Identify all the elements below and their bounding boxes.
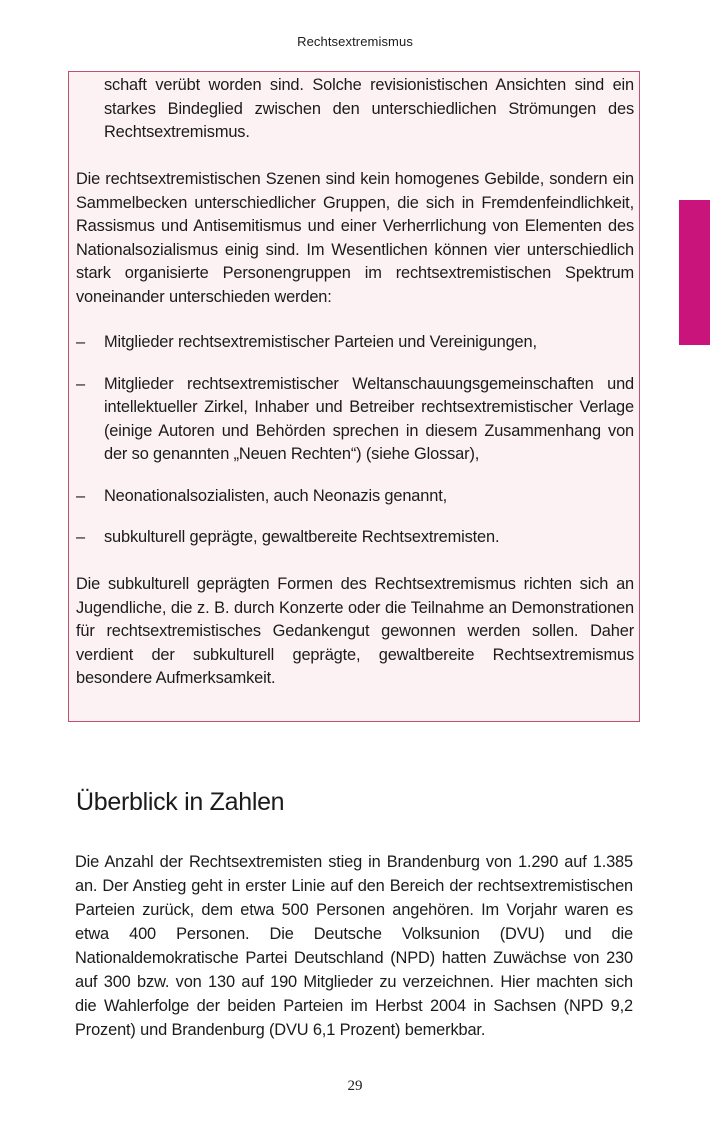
list-item	[76, 485, 634, 509]
list-item-text: subkulturell geprägte, gewaltbereite Rechtsextremisten.	[104, 528, 500, 546]
highlight-box	[68, 71, 640, 722]
list-item	[76, 331, 634, 355]
list-item-text: Mitglieder rechtsextremistischer Weltanschauungsgemeinschaften und intellektueller Zirkel, Inhaber und Betreiber rechtsextremistischer Verlage (einige Autoren und Behörden sprechen in diesem Zusammenhang von der so genannten „Neuen Rechten“) (siehe Glossar),	[104, 374, 634, 463]
running-header: Rechtsextremismus	[297, 34, 413, 49]
bullet-dash: –	[76, 528, 85, 546]
list-item	[76, 526, 634, 550]
section-paragraph: Die Anzahl der Rechtsextremisten stieg in Brandenburg von 1.290 auf 1.385 an. Der Anstieg geht in erster Linie auf den Bereich der rechtsextremistischen Parteien zurück, dem etwa 500 Personen angehören. Im Vorjahr waren es etwa 400 Personen. Die Deutsche Volksunion (DVU) und die Nationaldemokratische Partei Deutschland (NPD) hatten Zuwächse von 230 auf 300 bzw. von 130 auf 190 Mitglieder zu verzeichnen. Hier machten sich die Wahlerfolge der beiden Parteien im Herbst 2004 in Sachsen (NPD 9,2 Prozent) und Brandenburg (DVU 6,1 Prozent) bemerkbar.	[75, 853, 633, 1039]
chapter-tab-marker	[679, 200, 710, 345]
highlight-box-text	[76, 74, 634, 691]
closing-paragraph: Die subkulturell geprägten Formen des Rechtsextremismus richten sich an Jugendliche, die z. B. durch Konzerte oder die Teilnahme an Demonstrationen für rechtsextremistisches Gedankengut gewonnen werden sollen. Daher verdient der subkulturell geprägte, gewaltbereite Rechtsextremismus besondere Aufmerksamkeit.	[76, 575, 634, 687]
intro-paragraph: Die rechtsextremistischen Szenen sind kein homogenes Gebilde, sondern ein Sammelbecken unterschiedlicher Gruppen, die sich in Fremdenfeindlichkeit, Rassismus und Antisemitismus und einer Verherrlichung von Elementen des Nationalsozialismus einig sind. Im Wesentlichen können vier unterschiedlich stark organisierte Personengruppen im rechtsextremistischen Spektrum voneinander unterschieden werden:	[76, 170, 634, 306]
bullet-dash: –	[76, 333, 85, 351]
bullet-dash: –	[76, 486, 85, 505]
list-item-text: Neonationalsozialisten, auch Neonazis genannt,	[104, 486, 448, 505]
list-item	[76, 373, 634, 467]
section-heading: Überblick in Zahlen	[76, 788, 285, 816]
bullet-dash: –	[76, 374, 85, 393]
page-number: 29	[347, 1078, 363, 1094]
list-item-text: Mitglieder rechtsextremistischer Parteien und Vereinigungen,	[104, 333, 537, 351]
continued-paragraph: schaft verübt worden sind. Solche revisionistischen Ansichten sind ein starkes Bindeglied zwischen den unterschiedlichen Strömungen des Rechtsextremismus.	[104, 76, 634, 141]
